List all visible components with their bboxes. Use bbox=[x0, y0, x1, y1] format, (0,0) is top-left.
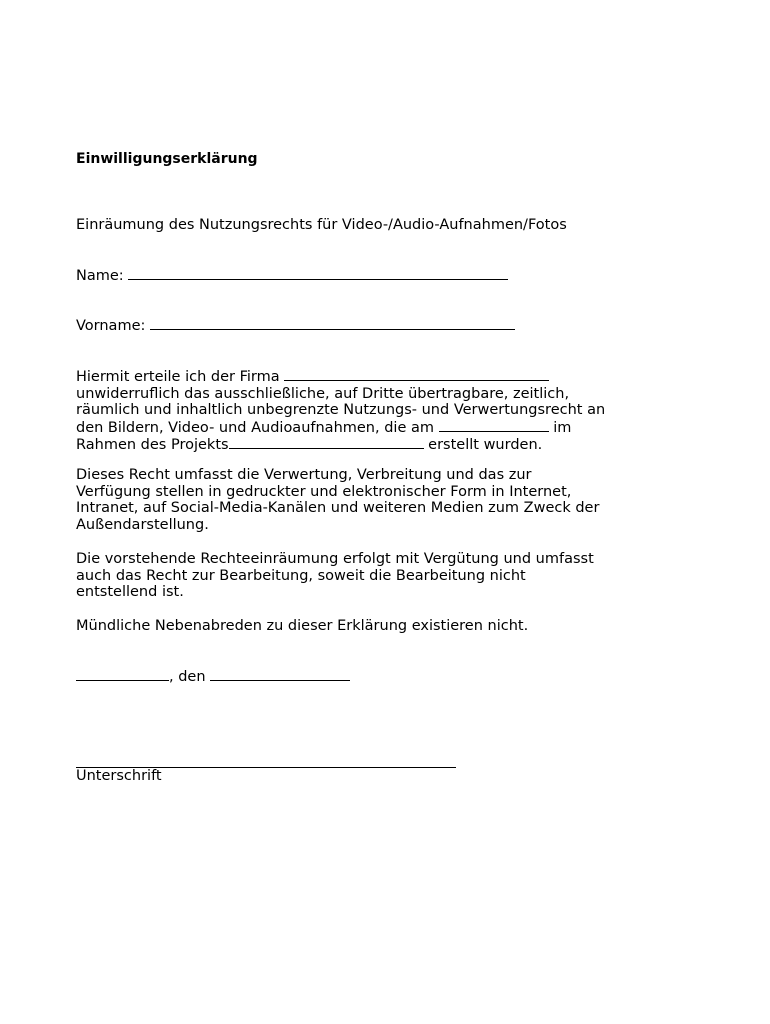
firma-blank-line[interactable] bbox=[284, 368, 549, 381]
date-taken-blank-line[interactable] bbox=[439, 419, 549, 432]
document-title: Einwilligungserklärung bbox=[76, 151, 258, 167]
project-label: Rahmen des Projekts bbox=[76, 437, 229, 453]
paragraph-remuneration-line: auch das Recht zur Bearbeitung, soweit die Bearbeitung nicht bbox=[76, 567, 526, 584]
place-date-row bbox=[76, 668, 350, 686]
paragraph-grant-line: unwiderruflich das ausschließliche, auf Dritte übertragbare, zeitlich, bbox=[76, 385, 570, 402]
paragraph-scope bbox=[76, 467, 676, 533]
paragraph-scope-line: Außendarstellung. bbox=[76, 516, 209, 533]
im-label: im bbox=[553, 419, 572, 436]
paragraph-scope-line: Dieses Recht umfasst die Verwertung, Verbreitung und das zur bbox=[76, 467, 532, 483]
paragraph-side-agreements: Mündliche Nebenabreden zu dieser Erklärung existieren nicht. bbox=[76, 618, 529, 634]
created-label: erstellt wurden. bbox=[428, 437, 543, 453]
paragraph-remuneration bbox=[76, 551, 676, 601]
firma-label: Hiermit erteile ich der Firma bbox=[76, 369, 280, 385]
place-date-separator: , den bbox=[169, 669, 206, 685]
paragraph-grant-line bbox=[76, 419, 676, 437]
paragraph-grant-line: räumlich und inhaltlich unbegrenzte Nutzungs- und Verwertungsrecht an bbox=[76, 402, 606, 418]
vorname-blank-line[interactable] bbox=[150, 317, 515, 330]
vorname-field-row bbox=[76, 317, 515, 335]
paragraph-grant-line bbox=[76, 368, 676, 386]
paragraph-grant-line bbox=[76, 436, 676, 454]
name-label: Name: bbox=[76, 268, 124, 284]
vorname-label: Vorname: bbox=[76, 318, 146, 334]
document-subtitle: Einräumung des Nutzungsrechts für Video-/Audio-Aufnahmen/Fotos bbox=[76, 217, 567, 233]
place-blank-line[interactable] bbox=[76, 668, 169, 681]
paragraph-scope-line: Intranet, auf Social-Media-Kanälen und weiteren Medien zum Zweck der bbox=[76, 500, 600, 516]
date-taken-label: den Bildern, Video- und Audioaufnahmen, die am bbox=[76, 419, 434, 436]
paragraph-remuneration-line: Die vorstehende Rechteeinräumung erfolgt mit Vergütung und umfasst bbox=[76, 551, 594, 567]
project-blank-line[interactable] bbox=[229, 436, 424, 449]
paragraph-grant bbox=[76, 368, 676, 454]
paragraph-remuneration-line: entstellend ist. bbox=[76, 584, 184, 600]
date-blank-line[interactable] bbox=[210, 668, 350, 681]
signature-label: Unterschrift bbox=[76, 768, 162, 784]
name-field-row bbox=[76, 267, 508, 285]
name-blank-line[interactable] bbox=[128, 267, 508, 280]
paragraph-scope-line: Verfügung stellen in gedruckter und elektronischer Form in Internet, bbox=[76, 483, 572, 500]
